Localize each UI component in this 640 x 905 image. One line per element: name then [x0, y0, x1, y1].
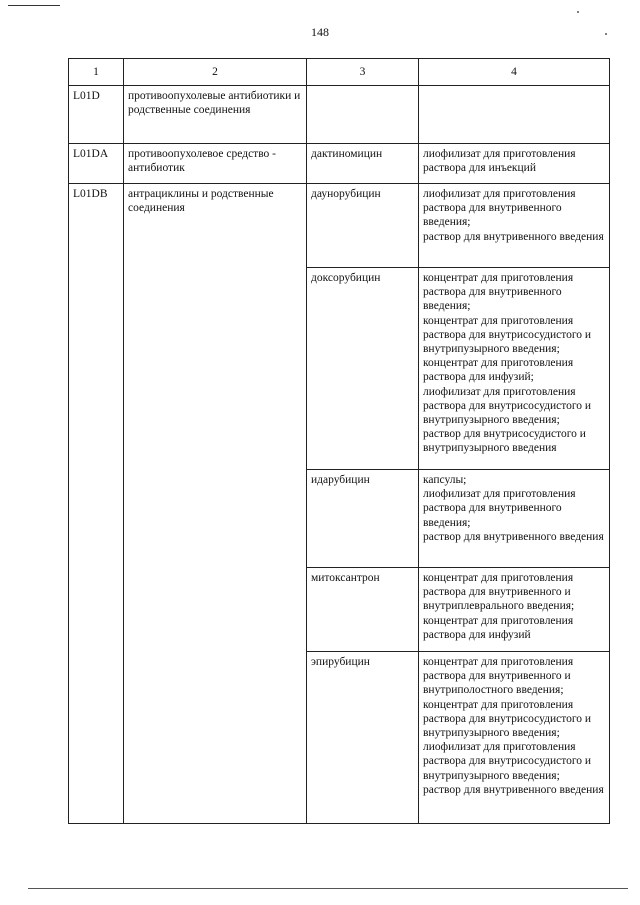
drug-name: дактиномицин: [307, 144, 419, 184]
dosage-forms: [419, 86, 610, 144]
dosage-forms: концентрат для приготовления раствора для внутривенного введения; концентрат для приготовления раствора для внутрисосудистого и внутрипузырного введения; концентрат для приготовления раствора для инфузий; лиофилизат для приготовления раствора для внутрисосудистого и внутрипузырного введения; раствор для внутрисосудистого и внутрипузырного введения: [419, 268, 610, 470]
drug-name: митоксантрон: [307, 568, 419, 652]
column-number: 1: [69, 59, 124, 86]
dosage-forms: капсулы; лиофилизат для приготовления раствора для внутривенного введения; раствор для внутривенного введения: [419, 470, 610, 568]
atc-code: L01DB: [69, 184, 124, 824]
column-number: 3: [307, 59, 419, 86]
column-number: 4: [419, 59, 610, 86]
group-name: противоопухолевое средство - антибиотик: [124, 144, 307, 184]
scan-speck: [605, 33, 607, 35]
dosage-forms: концентрат для приготовления раствора для внутривенного и внутриполостного введения; концентрат для приготовления раствора для внутрисосудистого и внутрипузырного введения; лиофилизат для приготовления раствора для внутрисосудистого и внутрипузырного введения; раствор для внутривенного введения: [419, 652, 610, 824]
dosage-forms: концентрат для приготовления раствора для внутривенного и внутриплеврального введения; концентрат для приготовления раствора для инфузий: [419, 568, 610, 652]
table-row: [69, 86, 610, 144]
table-row: [69, 144, 610, 184]
drug-name: эпирубицин: [307, 652, 419, 824]
dosage-forms: лиофилизат для приготовления раствора для внутривенного введения; раствор для внутривенного введения: [419, 184, 610, 268]
drug-name: идарубицин: [307, 470, 419, 568]
bottom-rule: [28, 888, 628, 889]
column-number: 2: [124, 59, 307, 86]
dosage-forms: лиофилизат для приготовления раствора для инъекций: [419, 144, 610, 184]
drug-name: [307, 86, 419, 144]
table-row: [69, 184, 610, 268]
drug-name: доксорубицин: [307, 268, 419, 470]
group-name: антрациклины и родственные соединения: [124, 184, 307, 824]
scan-speck: [577, 11, 579, 13]
atc-code: L01D: [69, 86, 124, 144]
page-number: 148: [311, 25, 329, 39]
group-name: противоопухолевые антибиотики и родственные соединения: [124, 86, 307, 144]
drug-name: даунорубицин: [307, 184, 419, 268]
atc-code: L01DA: [69, 144, 124, 184]
column-number-row: [69, 59, 610, 86]
drug-table: [68, 58, 610, 824]
top-left-rule: [8, 5, 60, 6]
